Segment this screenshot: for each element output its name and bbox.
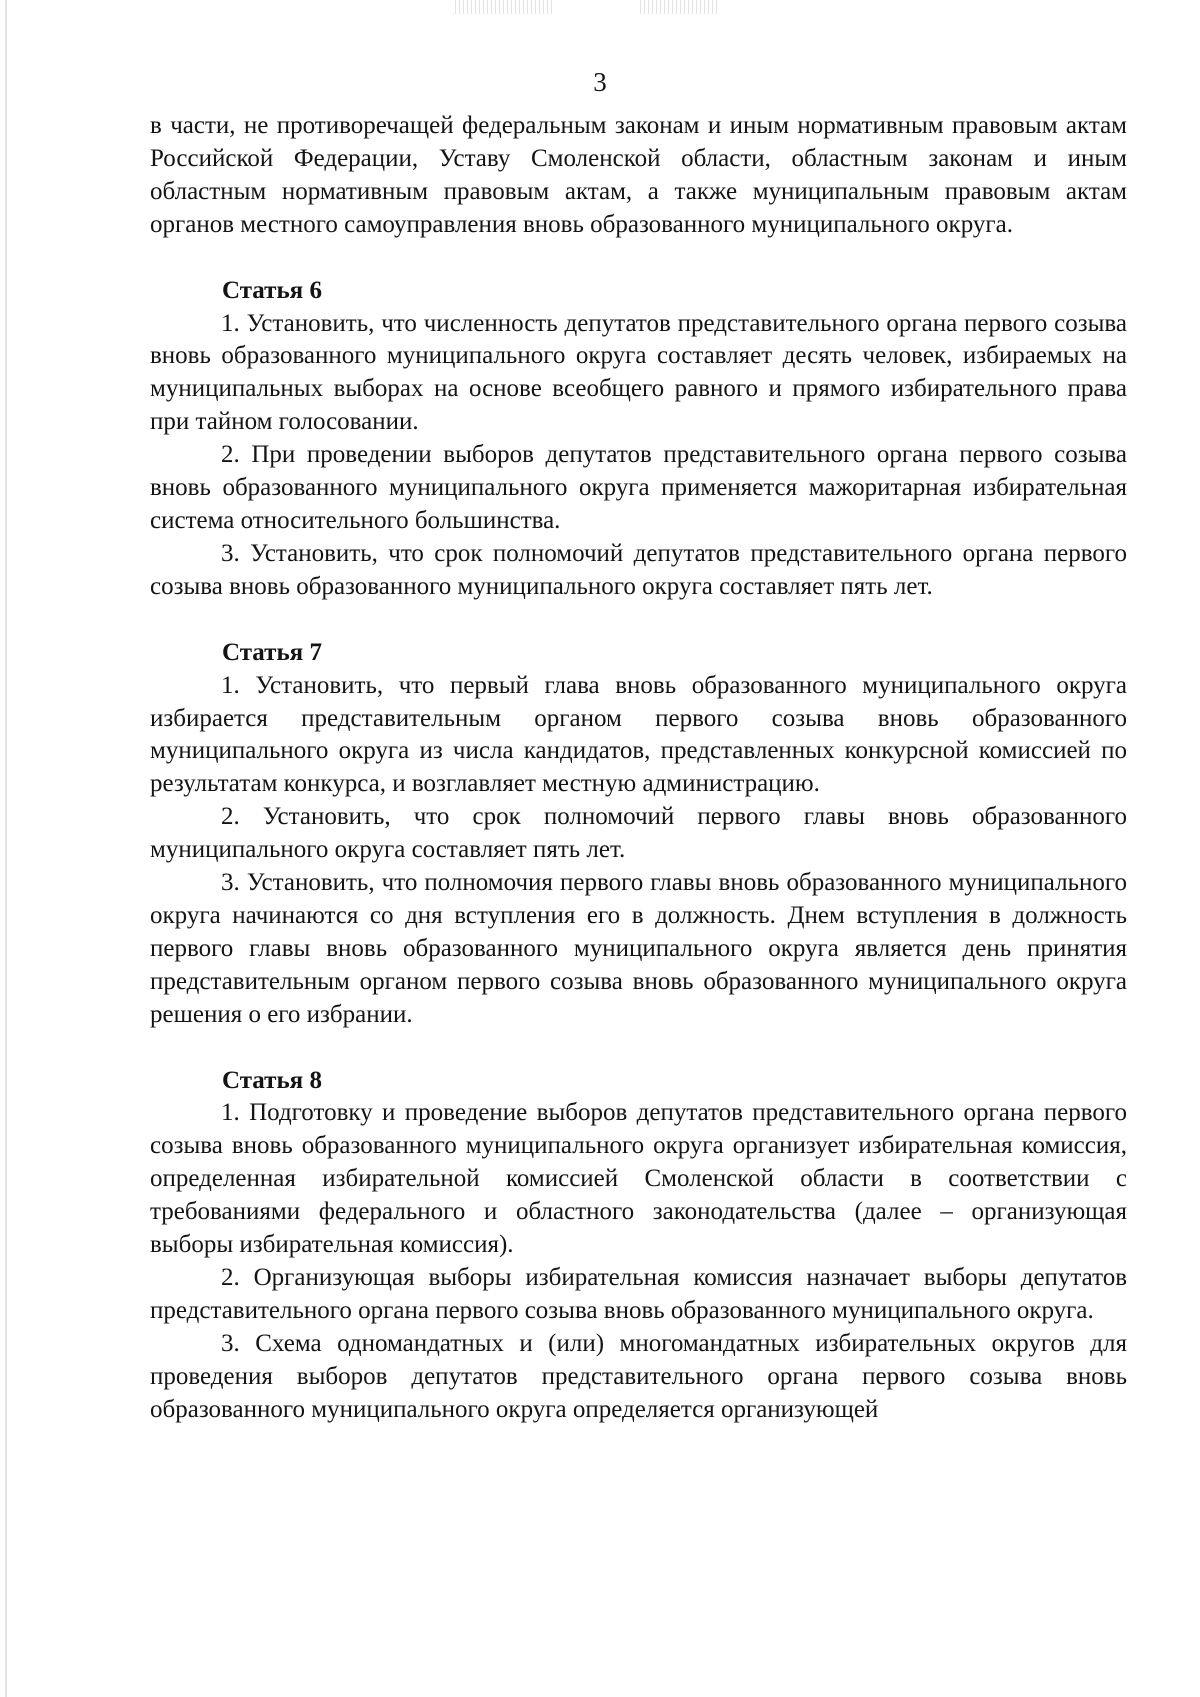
article-paragraph: 2. Организующая выборы избирательная комиссия назначает выборы депутатов представительного органа первого созыва вновь образованного муниципального округа. (150, 1264, 1127, 1324)
article-6 (150, 275, 1127, 604)
article-paragraph: 1. Установить, что первый глава вновь образованного муниципального округа избирается представительным органом первого созыва вновь образованного муниципального округа из числа кандидатов, представленных конкурсной комиссией по результатам конкурса, и возглавляет местную администрацию. (150, 671, 1127, 798)
article-paragraph: 1. Подготовку и проведение выборов депутатов представительного органа первого созыва вновь образованного муниципального округа организует избирательная комиссия, определенная избирательной комиссией Смоленской области в соответствии с требованиями федерального и областного законодательства (далее – организующая выборы избирательная комиссия). (150, 1099, 1127, 1259)
page-number: 3 (593, 67, 607, 97)
intro-paragraph: в части, не противоречащей федеральным законам и иным нормативным правовым актам Российской Федерации, Уставу Смоленской области, областным законам и иным областным нормативным правовым актам, а также муниципальным правовым актам органов местного самоуправления вновь образованного муниципального округа. (150, 112, 1127, 238)
section-gap (150, 604, 1127, 637)
article-7 (150, 637, 1127, 1032)
document-body (150, 110, 1127, 1427)
scan-noise-left (455, 0, 555, 14)
article-heading: Статья 8 (222, 1066, 322, 1094)
article-8 (150, 1065, 1127, 1427)
article-paragraph: 1. Установить, что численность депутатов представительного органа первого созыва вновь образованного муниципального округа составляет десять человек, избираемых на муниципальных выборах на основе всеобщего равного и прямого избирательного права при тайном голосовании. (150, 309, 1127, 436)
section-gap (150, 242, 1127, 275)
article-paragraph: 3. Установить, что срок полномочий депутатов представительного органа первого созыва вновь образованного муниципального округа составляет пять лет. (150, 539, 1127, 600)
article-paragraph: 3. Схема одномандатных и (или) многомандатных избирательных округов для проведения выборов депутатов представительного органа первого созыва вновь образованного муниципального округа определяется организующей (150, 1329, 1127, 1423)
scan-left-edge (5, 0, 7, 1697)
article-paragraph: 2. Установить, что срок полномочий первого главы вновь образованного муниципального округа составляет пять лет. (150, 803, 1127, 864)
section-gap (150, 1032, 1127, 1065)
article-paragraph: 2. При проведении выборов депутатов представительного органа первого созыва вновь образованного муниципального округа применяется мажоритарная избирательная система относительного большинства. (150, 441, 1127, 534)
article-heading: Статья 6 (222, 276, 322, 304)
article-heading: Статья 7 (222, 638, 322, 666)
article-paragraph: 3. Установить, что полномочия первого главы вновь образованного муниципального округа начинаются со дня вступления его в должность. Днем вступления в должность первого главы вновь образованного муниципального округа является день принятия представительным органом первого созыва вновь образованного муниципального округа решения о его избрании. (150, 869, 1127, 1028)
scan-noise-right (640, 0, 720, 14)
